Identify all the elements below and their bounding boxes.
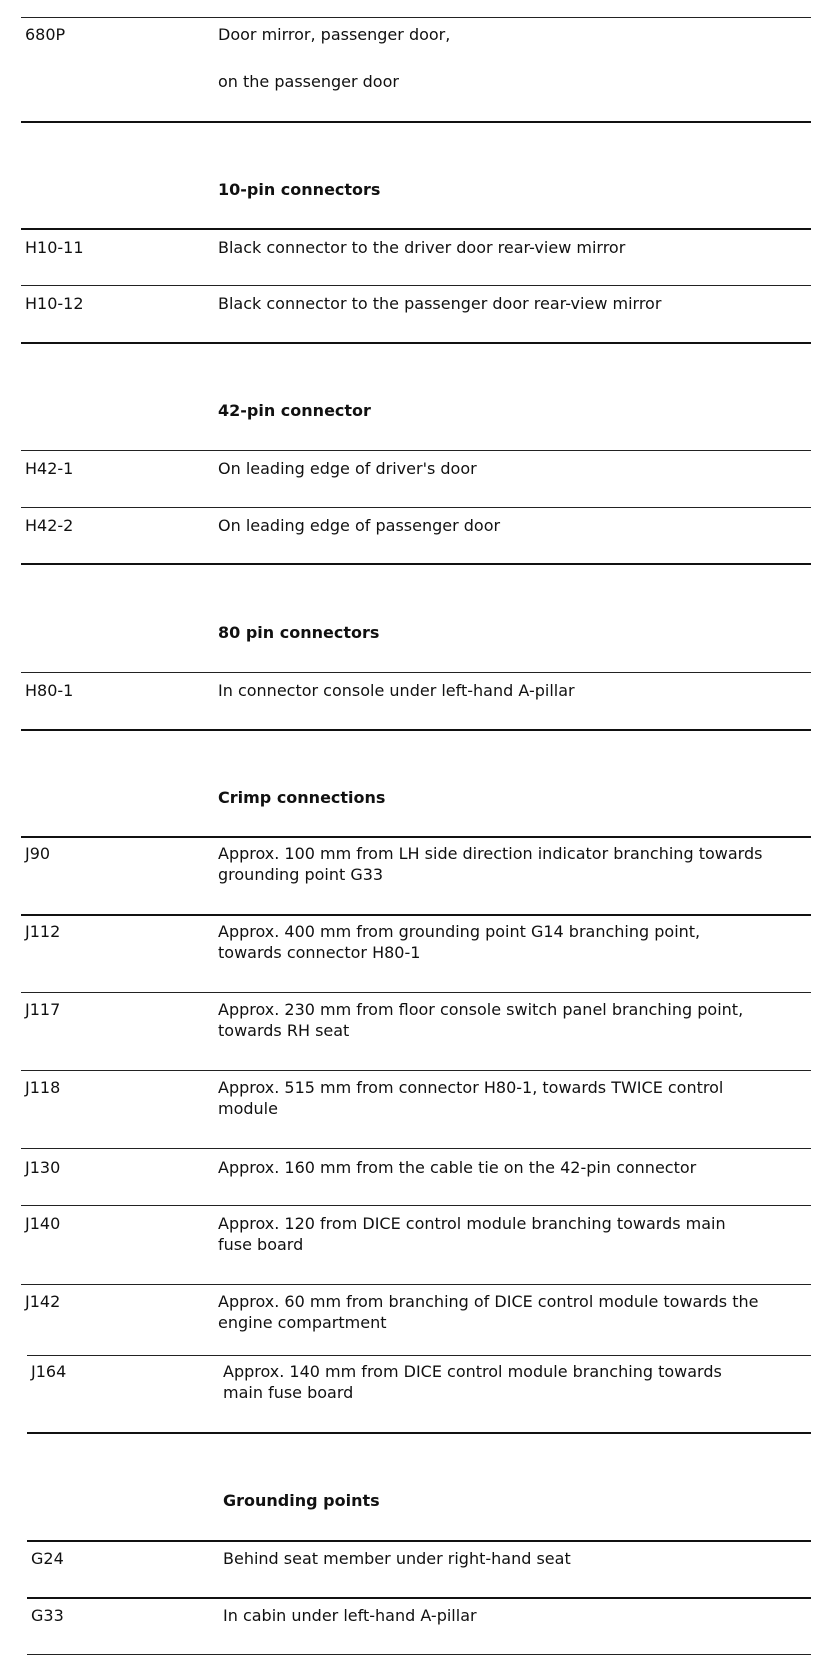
divider bbox=[21, 121, 811, 123]
divider bbox=[27, 1432, 811, 1434]
row-code: J90 bbox=[25, 844, 51, 863]
divider bbox=[21, 563, 811, 565]
row-code: J142 bbox=[25, 1292, 61, 1311]
divider bbox=[21, 836, 811, 838]
row-description: In connector console under left-hand A-pillar bbox=[218, 681, 575, 700]
divider bbox=[21, 285, 811, 286]
row-description: grounding point G33 bbox=[218, 865, 384, 884]
section-heading: 10-pin connectors bbox=[218, 180, 381, 199]
row-description: Approx. 400 mm from grounding point G14 branching point, bbox=[218, 922, 701, 941]
row-code: J130 bbox=[25, 1158, 61, 1177]
row-description: Black connector to the driver door rear-view mirror bbox=[218, 238, 626, 257]
row-description: Black connector to the passenger door rear-view mirror bbox=[218, 294, 662, 313]
row-code: J117 bbox=[25, 1000, 61, 1019]
section-heading: 42-pin connector bbox=[218, 401, 371, 420]
row-description: Approx. 120 from DICE control module branching towards main bbox=[218, 1214, 726, 1233]
divider bbox=[27, 1597, 811, 1599]
section-heading: Crimp connections bbox=[218, 788, 386, 807]
section-heading: 80 pin connectors bbox=[218, 623, 380, 642]
row-description: fuse board bbox=[218, 1235, 304, 1254]
row-code: H10-11 bbox=[25, 238, 84, 257]
row-code: H42-1 bbox=[25, 459, 74, 478]
row-description: engine compartment bbox=[218, 1313, 387, 1332]
row-code: H80-1 bbox=[25, 681, 74, 700]
row-description: Door mirror, passenger door, bbox=[218, 25, 451, 44]
row-description: Approx. 515 mm from connector H80-1, towards TWICE control bbox=[218, 1078, 724, 1097]
divider bbox=[21, 228, 811, 230]
row-code: H10-12 bbox=[25, 294, 84, 313]
row-description: Approx. 100 mm from LH side direction indicator branching towards bbox=[218, 844, 763, 863]
divider bbox=[21, 342, 811, 344]
row-description: Approx. 140 mm from DICE control module branching towards bbox=[223, 1362, 722, 1381]
divider bbox=[21, 914, 811, 916]
row-code: G33 bbox=[31, 1606, 64, 1625]
divider bbox=[21, 672, 811, 673]
row-code: H42-2 bbox=[25, 516, 74, 535]
divider bbox=[21, 1205, 811, 1206]
divider bbox=[21, 992, 811, 993]
row-description: towards connector H80-1 bbox=[218, 943, 421, 962]
row-description: on the passenger door bbox=[218, 72, 399, 91]
section-heading: Grounding points bbox=[223, 1491, 380, 1510]
row-description: main fuse board bbox=[223, 1383, 354, 1402]
row-description: In cabin under left-hand A-pillar bbox=[223, 1606, 477, 1625]
row-code: J164 bbox=[31, 1362, 67, 1381]
divider bbox=[21, 729, 811, 731]
divider bbox=[21, 450, 811, 451]
row-code: G24 bbox=[31, 1549, 64, 1568]
row-description: module bbox=[218, 1099, 278, 1118]
row-code: J140 bbox=[25, 1214, 61, 1233]
row-description: Approx. 230 mm from floor console switch panel branching point, bbox=[218, 1000, 744, 1019]
row-description: On leading edge of driver's door bbox=[218, 459, 477, 478]
divider bbox=[21, 1284, 811, 1285]
row-description: On leading edge of passenger door bbox=[218, 516, 501, 535]
row-code: J118 bbox=[25, 1078, 61, 1097]
row-code: J112 bbox=[25, 922, 61, 941]
row-description: Approx. 160 mm from the cable tie on the 42-pin connector bbox=[218, 1158, 697, 1177]
row-description: Approx. 60 mm from branching of DICE control module towards the bbox=[218, 1292, 759, 1311]
divider bbox=[21, 17, 811, 18]
row-code: 680P bbox=[25, 25, 66, 44]
row-description: towards RH seat bbox=[218, 1021, 350, 1040]
divider bbox=[27, 1355, 811, 1356]
divider bbox=[21, 507, 811, 508]
divider bbox=[27, 1540, 811, 1542]
divider bbox=[21, 1070, 811, 1071]
divider bbox=[21, 1148, 811, 1149]
divider bbox=[27, 1654, 811, 1655]
row-description: Behind seat member under right-hand seat bbox=[223, 1549, 571, 1568]
